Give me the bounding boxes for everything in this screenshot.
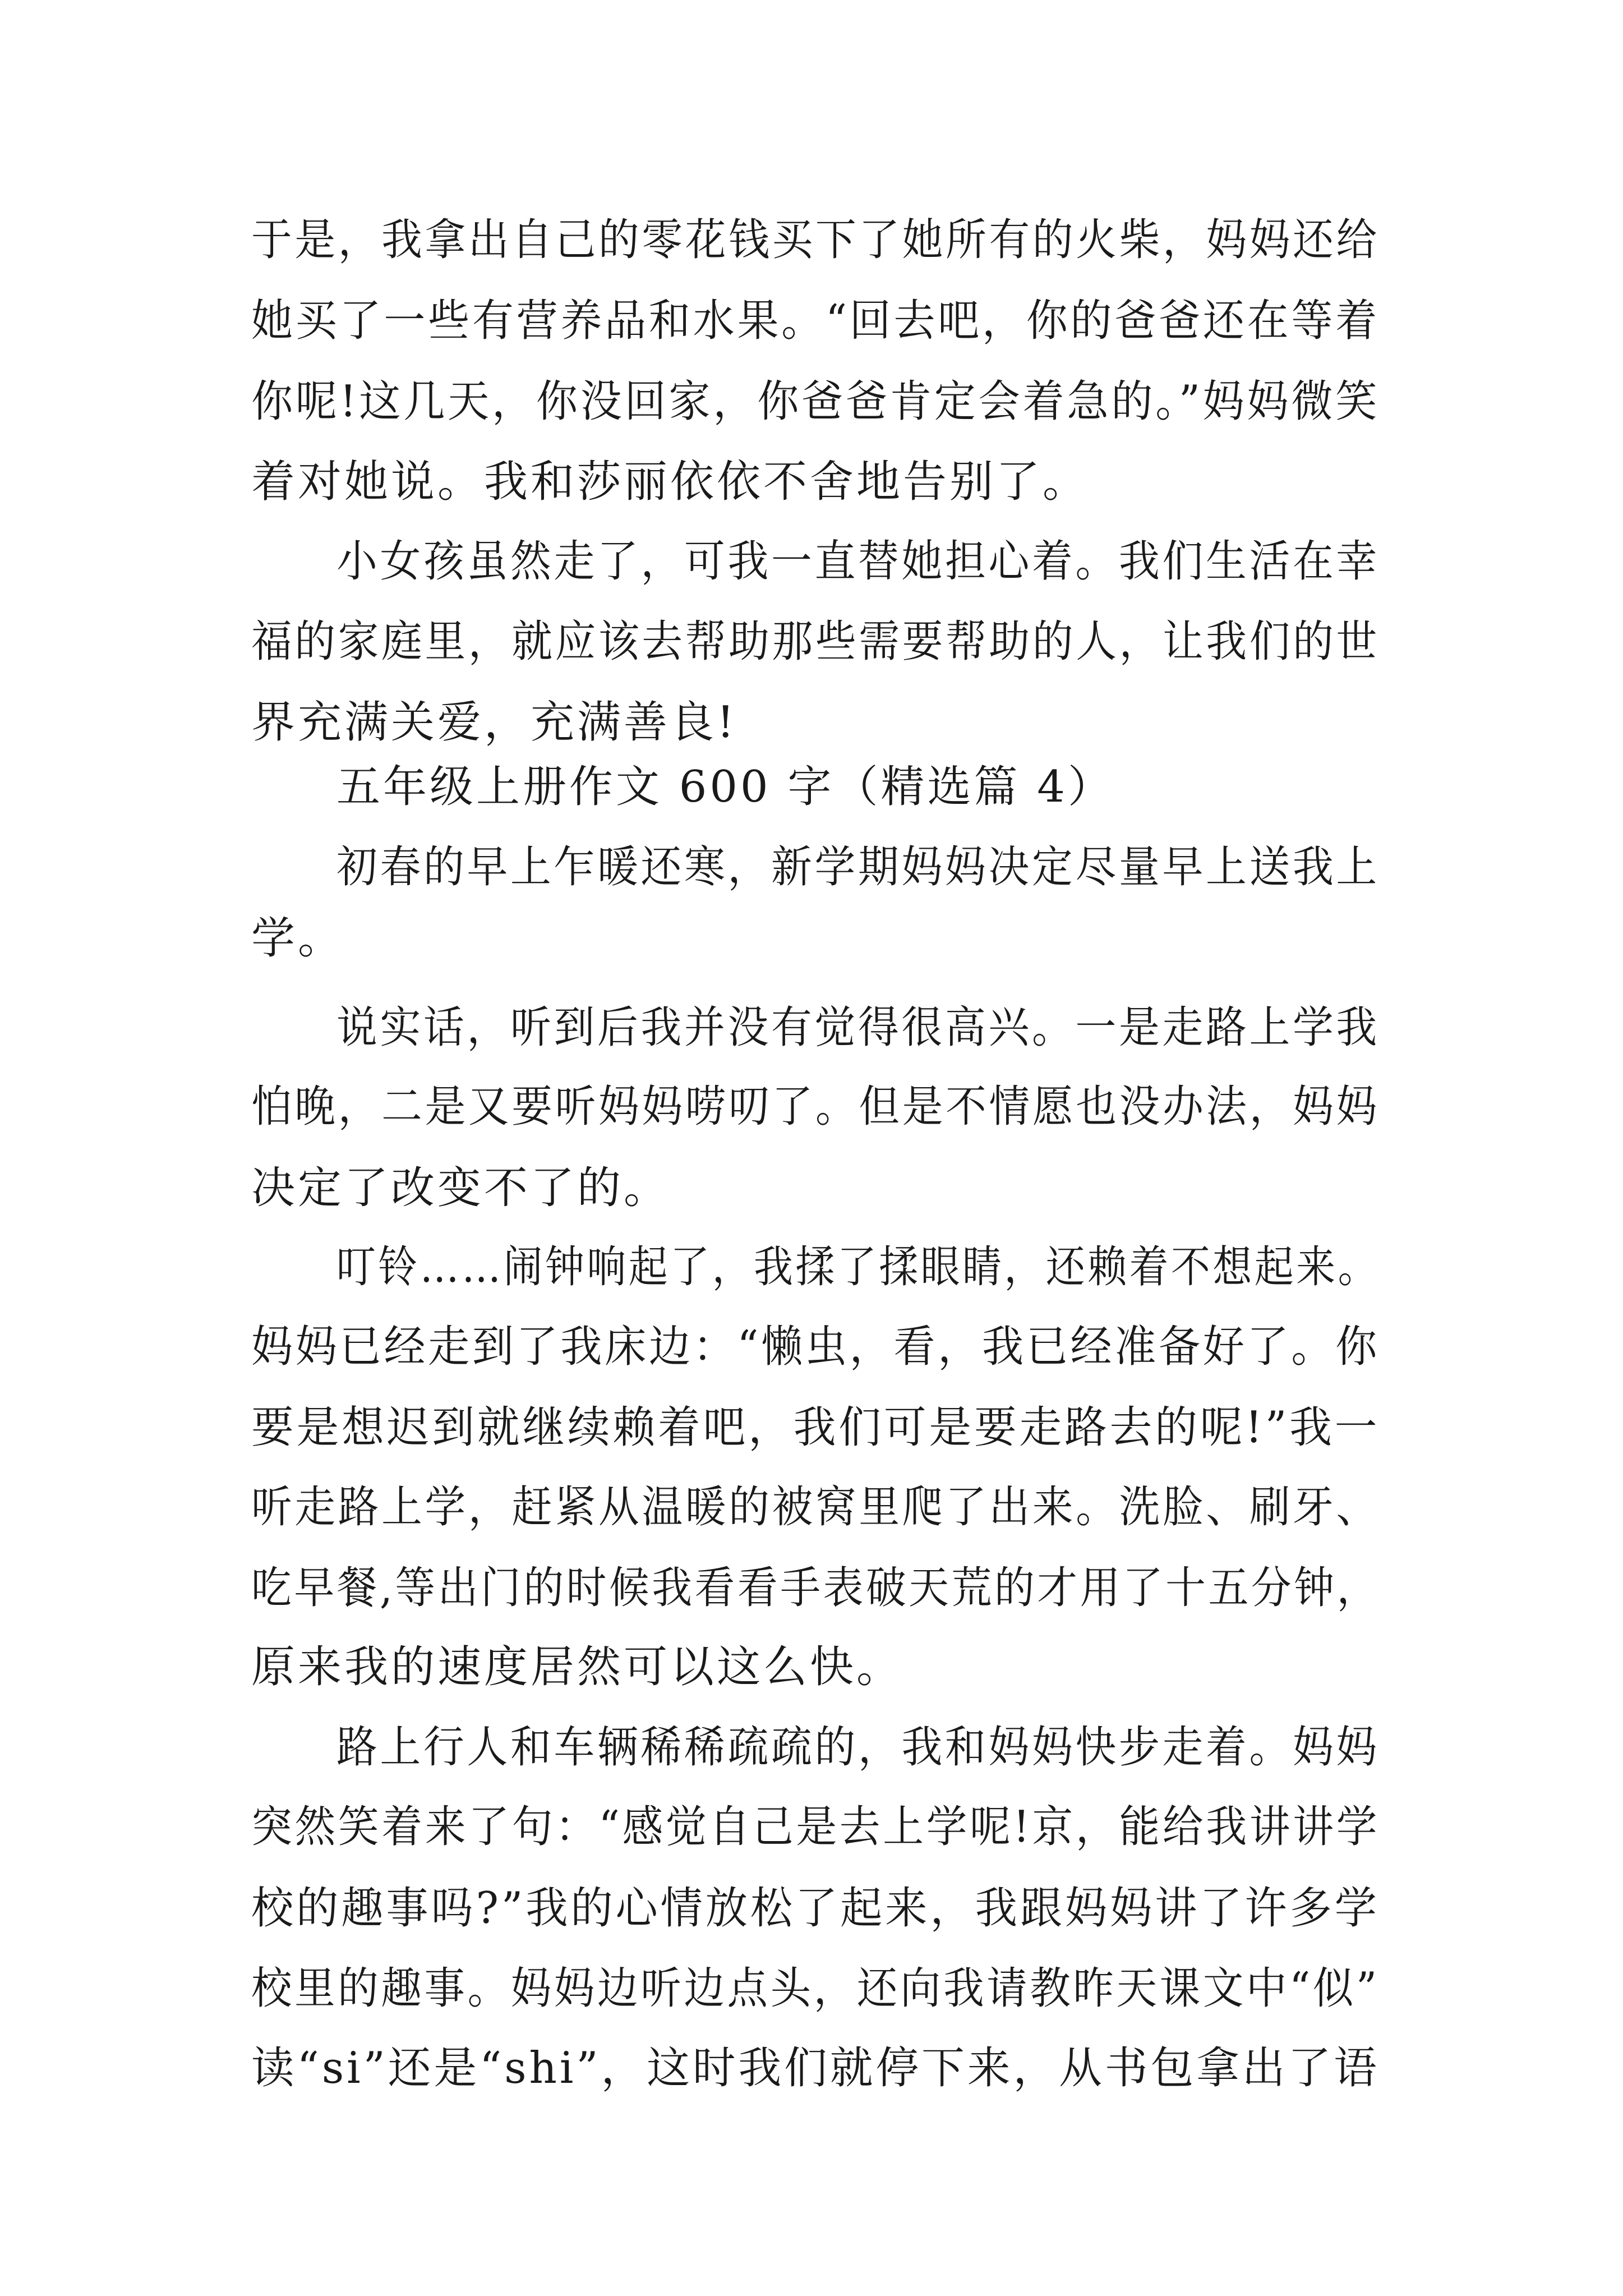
text-line: 初春的早上乍暖还寒，新学期妈妈决定尽量早上送我上 [336,842,1380,892]
text-line: 说实话，听到后我并没有觉得很高兴。一是走路上学我 [336,1002,1380,1053]
text-line: 原来我的速度居然可以这么快。 [251,1642,903,1692]
text-line: 怕晚，二是又要听妈妈唠叨了。但是不情愿也没办法，妈妈 [251,1082,1380,1132]
text-line: 福的家庭里，就应该去帮助那些需要帮助的人，让我们的世 [251,616,1380,667]
text-line: 叮铃……闹钟响起了，我揉了揉眼睛，还赖着不想起来。 [336,1242,1380,1292]
text-line: 路上行人和车辆稀稀疏疏的，我和妈妈快步走着。妈妈 [336,1722,1380,1773]
text-line: 听走路上学，赶紧从温暖的被窝里爬了出来。洗脸、刷牙、 [251,1482,1380,1533]
text-line: 你呢!这几天，你没回家，你爸爸肯定会着急的。”妈妈微笑 [251,376,1380,427]
text-line: 于是，我拿出自己的零花钱买下了她所有的火柴，妈妈还给 [251,215,1380,265]
text-line: 小女孩虽然走了，可我一直替她担心着。我们生活在幸 [336,536,1380,587]
text-line: 读“si”还是“shi”，这时我们就停下来，从书包拿出了语 [251,2043,1380,2093]
text-line: 吃早餐,等出门的时候我看看手表破天荒的才用了十五分钟， [251,1563,1380,1613]
text-line: 着对她说。我和莎丽依依不舍地告别了。 [251,457,1090,507]
text-line: 校里的趣事。妈妈边听边点头，还向我请教昨天课文中“似” [251,1963,1380,2014]
section-heading: 五年级上册作文 600 字（精选篇 4） [336,762,1114,812]
text-line: 突然笑着来了句：“感觉自己是去上学呢!京，能给我讲讲学 [251,1802,1380,1852]
text-line: 决定了改变不了的。 [251,1163,671,1213]
text-line: 学。 [251,913,345,964]
text-line: 要是想迟到就继续赖着吧，我们可是要走路去的呢!”我一 [251,1402,1380,1453]
text-line: 校的趣事吗?”我的心情放松了起来，我跟妈妈讲了许多学 [251,1883,1380,1934]
text-line: 她买了一些有营养品和水果。“回去吧，你的爸爸还在等着 [251,296,1380,346]
text-line: 妈妈已经走到了我床边：“懒虫，看，我已经准备好了。你 [251,1322,1380,1372]
text-line: 界充满关爱，充满善良! [251,697,737,748]
